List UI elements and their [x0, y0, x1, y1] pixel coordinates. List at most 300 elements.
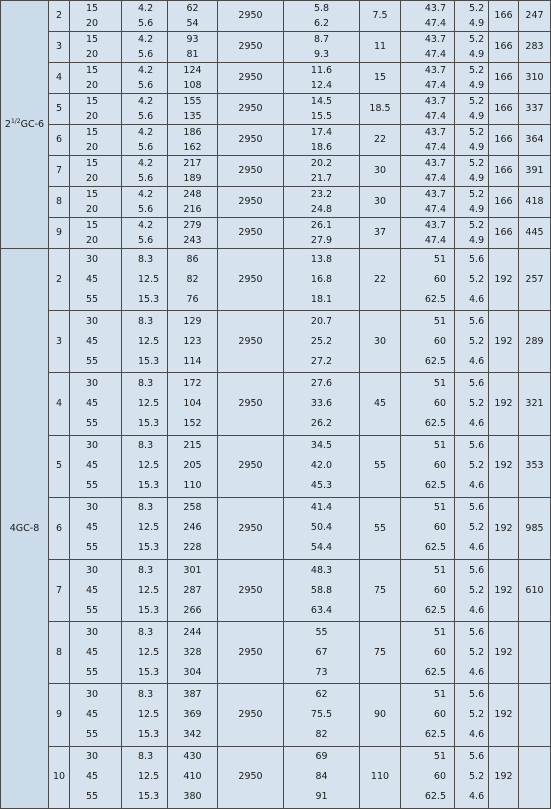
motor-power-cell: 7.5 [360, 1, 401, 32]
efficiency-cell [401, 746, 455, 808]
value-value: 248 [183, 189, 202, 200]
flow-value: 45 [86, 646, 99, 658]
flow-value: 20 [86, 111, 99, 122]
npsh-value: 5.2 [469, 708, 485, 720]
value-cell [168, 187, 218, 218]
motor-power-cell: 11 [360, 32, 401, 63]
head-cell [122, 746, 168, 808]
value-value: 387 [183, 688, 202, 700]
npsh-value: 4.6 [469, 542, 485, 554]
efficiency-value: 62.5 [424, 417, 446, 429]
head-value: 4.2 [138, 65, 154, 76]
power-cell [284, 559, 360, 621]
speed-cell: 2950 [218, 746, 284, 808]
total-cell: 321 [519, 373, 551, 435]
flow-cell [70, 497, 122, 559]
value-value: 114 [183, 355, 202, 367]
head-value: 5.6 [138, 49, 154, 60]
speed-cell: 2950 [218, 559, 284, 621]
value-cell [168, 684, 218, 746]
npsh-value: 5.2 [469, 189, 485, 200]
head-value: 4.2 [138, 96, 154, 107]
model-name: $2^{1/2}GC-6$ [4, 118, 45, 131]
total-cell: 247 [519, 1, 551, 32]
head-value: 15.3 [138, 355, 160, 367]
efficiency-value: 51 [433, 626, 446, 638]
power-cell [284, 125, 360, 156]
efficiency-cell [401, 249, 455, 311]
value-value: 410 [183, 771, 202, 783]
flow-value: 20 [86, 80, 99, 91]
efficiency-value: 62.5 [424, 355, 446, 367]
table-row [1, 94, 551, 125]
npsh-value: 4.6 [469, 666, 485, 678]
head-value: 12.5 [138, 708, 160, 720]
flow-value: 45 [86, 460, 99, 472]
efficiency-value: 62.5 [424, 542, 446, 554]
head-value: 15.3 [138, 417, 160, 429]
npsh-value: 4.6 [469, 480, 485, 492]
head-value: 15.3 [138, 666, 160, 678]
value-cell [168, 373, 218, 435]
power-cell [284, 94, 360, 125]
value-value: 86 [186, 253, 199, 265]
power-cell [284, 249, 360, 311]
value-value: 54 [186, 18, 199, 29]
npsh-value: 5.6 [469, 440, 485, 452]
speed-cell: 2950 [218, 622, 284, 684]
stage-cell: 7 [49, 559, 70, 621]
head-value: 5.6 [138, 18, 154, 29]
value-value: 155 [183, 96, 202, 107]
weight-cell: 166 [489, 63, 519, 94]
table-row [1, 156, 551, 187]
flow-cell [70, 94, 122, 125]
head-value: 12.5 [138, 397, 160, 409]
npsh-cell [455, 156, 489, 187]
head-cell [122, 373, 168, 435]
motor-power-cell: 18.5 [360, 94, 401, 125]
table-row [1, 187, 551, 218]
motor-power-cell: 30 [360, 187, 401, 218]
table-row [1, 311, 551, 373]
total-cell: 289 [519, 311, 551, 373]
power-value: 63.4 [310, 604, 333, 616]
power-cell [284, 32, 360, 63]
weight-cell: 192 [489, 746, 519, 808]
total-cell: 353 [519, 435, 551, 497]
table-row [1, 746, 551, 808]
efficiency-value: 47.4 [424, 80, 446, 91]
efficiency-cell [401, 94, 455, 125]
table-row [1, 622, 551, 684]
power-value: 12.4 [310, 80, 333, 91]
power-value: 6.2 [313, 18, 330, 29]
efficiency-value: 43.7 [424, 34, 446, 45]
stage-cell: 6 [49, 125, 70, 156]
model-cell [1, 1, 49, 249]
power-value: 5.8 [313, 3, 330, 14]
efficiency-cell [401, 156, 455, 187]
head-value: 15.3 [138, 480, 160, 492]
efficiency-cell [401, 435, 455, 497]
npsh-cell [455, 125, 489, 156]
value-value: 244 [183, 626, 202, 638]
npsh-value: 5.2 [469, 127, 485, 138]
power-value: 67 [315, 646, 328, 658]
head-value: 15.3 [138, 293, 160, 305]
weight-cell: 192 [489, 497, 519, 559]
npsh-value: 5.2 [469, 335, 485, 347]
value-value: 172 [183, 377, 202, 389]
motor-power-cell: 75 [360, 622, 401, 684]
value-value: 243 [183, 235, 202, 246]
npsh-cell [455, 497, 489, 559]
npsh-value: 4.9 [469, 18, 485, 29]
head-value: 15.3 [138, 728, 160, 740]
speed-cell: 2950 [218, 1, 284, 32]
value-value: 186 [183, 127, 202, 138]
npsh-value: 5.6 [469, 751, 485, 763]
value-cell [168, 156, 218, 187]
head-cell [122, 187, 168, 218]
value-value: 104 [183, 397, 202, 409]
weight-cell: 166 [489, 187, 519, 218]
efficiency-cell [401, 63, 455, 94]
efficiency-value: 60 [433, 771, 446, 783]
flow-cell [70, 249, 122, 311]
efficiency-value: 62.5 [424, 293, 446, 305]
npsh-value: 5.6 [469, 253, 485, 265]
power-value: 33.6 [310, 397, 333, 409]
stage-cell: 2 [49, 1, 70, 32]
weight-cell: 192 [489, 435, 519, 497]
model-name: 4GC-8 [9, 522, 40, 534]
flow-value: 55 [86, 355, 99, 367]
power-value: 45.3 [310, 480, 333, 492]
npsh-cell [455, 63, 489, 94]
npsh-value: 5.2 [469, 646, 485, 658]
efficiency-value: 47.4 [424, 173, 446, 184]
total-cell: 445 [519, 218, 551, 249]
value-cell [168, 249, 218, 311]
value-value: 108 [183, 80, 202, 91]
value-value: 135 [183, 111, 202, 122]
efficiency-value: 43.7 [424, 65, 446, 76]
head-value: 8.3 [138, 315, 154, 327]
flow-value: 55 [86, 666, 99, 678]
head-cell [122, 311, 168, 373]
npsh-value: 5.6 [469, 377, 485, 389]
flow-cell [70, 373, 122, 435]
efficiency-cell [401, 218, 455, 249]
power-cell [284, 218, 360, 249]
stage-cell: 10 [49, 746, 70, 808]
weight-cell: 192 [489, 373, 519, 435]
head-cell [122, 156, 168, 187]
flow-value: 45 [86, 522, 99, 534]
flow-value: 55 [86, 791, 99, 803]
flow-value: 30 [86, 751, 99, 763]
motor-power-cell: 55 [360, 497, 401, 559]
efficiency-value: 51 [433, 564, 446, 576]
weight-cell: 192 [489, 684, 519, 746]
motor-power-cell: 90 [360, 684, 401, 746]
value-cell [168, 311, 218, 373]
head-value: 8.3 [138, 564, 154, 576]
flow-value: 15 [86, 189, 99, 200]
head-value: 12.5 [138, 335, 160, 347]
table-row [1, 1, 551, 32]
efficiency-value: 43.7 [424, 220, 446, 231]
flow-cell [70, 32, 122, 63]
flow-cell [70, 1, 122, 32]
value-value: 266 [183, 604, 202, 616]
value-value: 81 [186, 49, 199, 60]
power-value: 24.8 [310, 204, 333, 215]
flow-value: 30 [86, 377, 99, 389]
power-cell [284, 1, 360, 32]
value-cell [168, 32, 218, 63]
efficiency-value: 43.7 [424, 158, 446, 169]
value-value: 380 [183, 791, 202, 803]
npsh-value: 5.6 [469, 688, 485, 700]
value-value: 216 [183, 204, 202, 215]
value-value: 205 [183, 460, 202, 472]
npsh-value: 4.6 [469, 728, 485, 740]
table-row [1, 684, 551, 746]
table-row [1, 218, 551, 249]
flow-value: 15 [86, 158, 99, 169]
power-value: 15.5 [310, 111, 333, 122]
flow-cell [70, 311, 122, 373]
speed-cell: 2950 [218, 218, 284, 249]
speed-cell: 2950 [218, 249, 284, 311]
stage-cell: 5 [49, 435, 70, 497]
head-cell [122, 94, 168, 125]
total-cell: 310 [519, 63, 551, 94]
motor-power-cell: 30 [360, 311, 401, 373]
power-value: 21.7 [310, 173, 333, 184]
stage-cell: 6 [49, 497, 70, 559]
head-cell [122, 218, 168, 249]
stage-cell: 2 [49, 249, 70, 311]
power-value: 23.2 [310, 189, 333, 200]
head-value: 8.3 [138, 688, 154, 700]
head-value: 12.5 [138, 771, 160, 783]
head-value: 12.5 [138, 273, 160, 285]
value-value: 342 [183, 728, 202, 740]
value-value: 301 [183, 564, 202, 576]
npsh-value: 4.9 [469, 235, 485, 246]
head-cell [122, 559, 168, 621]
power-value: 41.4 [310, 502, 333, 514]
npsh-cell [455, 373, 489, 435]
total-cell: 391 [519, 156, 551, 187]
efficiency-value: 47.4 [424, 111, 446, 122]
total-cell: 610 [519, 559, 551, 621]
value-value: 93 [186, 34, 199, 45]
value-value: 215 [183, 440, 202, 452]
flow-value: 45 [86, 397, 99, 409]
power-value: 34.5 [310, 440, 333, 452]
motor-power-cell: 15 [360, 63, 401, 94]
npsh-cell [455, 32, 489, 63]
flow-value: 15 [86, 3, 99, 14]
flow-value: 45 [86, 708, 99, 720]
head-value: 4.2 [138, 3, 154, 14]
power-value: 11.6 [310, 65, 333, 76]
head-value: 12.5 [138, 646, 160, 658]
value-cell [168, 435, 218, 497]
value-value: 217 [183, 158, 202, 169]
value-value: 258 [183, 502, 202, 514]
motor-power-cell: 30 [360, 156, 401, 187]
motor-power-cell: 110 [360, 746, 401, 808]
efficiency-value: 51 [433, 377, 446, 389]
table-row [1, 373, 551, 435]
efficiency-value: 62.5 [424, 604, 446, 616]
efficiency-value: 51 [433, 253, 446, 265]
npsh-value: 5.2 [469, 96, 485, 107]
stage-cell: 8 [49, 622, 70, 684]
total-cell: 364 [519, 125, 551, 156]
speed-cell: 2950 [218, 435, 284, 497]
head-cell [122, 497, 168, 559]
npsh-value: 4.9 [469, 49, 485, 60]
efficiency-value: 51 [433, 440, 446, 452]
motor-power-cell: 37 [360, 218, 401, 249]
efficiency-value: 60 [433, 460, 446, 472]
power-value: 50.4 [310, 522, 333, 534]
speed-cell: 2950 [218, 156, 284, 187]
flow-value: 15 [86, 34, 99, 45]
weight-cell: 166 [489, 32, 519, 63]
head-value: 8.3 [138, 253, 154, 265]
efficiency-value: 43.7 [424, 127, 446, 138]
npsh-value: 5.2 [469, 460, 485, 472]
flow-value: 30 [86, 440, 99, 452]
table-row [1, 559, 551, 621]
power-value: 9.3 [313, 49, 330, 60]
flow-value: 20 [86, 235, 99, 246]
power-cell [284, 311, 360, 373]
flow-value: 15 [86, 96, 99, 107]
stage-cell: 3 [49, 311, 70, 373]
head-cell [122, 684, 168, 746]
efficiency-cell [401, 32, 455, 63]
head-value: 4.2 [138, 34, 154, 45]
power-value: 75.5 [310, 708, 333, 720]
power-value: 18.1 [310, 293, 333, 305]
value-value: 369 [183, 708, 202, 720]
motor-power-cell: 45 [360, 373, 401, 435]
head-value: 15.3 [138, 604, 160, 616]
npsh-value: 5.2 [469, 771, 485, 783]
motor-power-cell: 55 [360, 435, 401, 497]
efficiency-value: 60 [433, 646, 446, 658]
efficiency-cell [401, 311, 455, 373]
power-value: 18.6 [310, 142, 333, 153]
total-cell [519, 684, 551, 746]
power-cell [284, 156, 360, 187]
npsh-value: 5.2 [469, 3, 485, 14]
flow-cell [70, 125, 122, 156]
weight-cell: 192 [489, 249, 519, 311]
value-value: 129 [183, 315, 202, 327]
total-cell: 985 [519, 497, 551, 559]
power-value: 13.8 [310, 253, 333, 265]
table-row [1, 497, 551, 559]
npsh-cell [455, 684, 489, 746]
npsh-cell [455, 218, 489, 249]
power-value: 26.1 [310, 220, 333, 231]
power-value: 69 [315, 751, 328, 763]
efficiency-value: 43.7 [424, 189, 446, 200]
flow-value: 20 [86, 49, 99, 60]
value-value: 279 [183, 220, 202, 231]
npsh-value: 5.6 [469, 502, 485, 514]
power-value: 27.6 [310, 377, 333, 389]
power-value: 20.2 [310, 158, 333, 169]
head-value: 5.6 [138, 173, 154, 184]
flow-value: 45 [86, 771, 99, 783]
npsh-cell [455, 311, 489, 373]
flow-value: 55 [86, 480, 99, 492]
efficiency-value: 51 [433, 688, 446, 700]
weight-cell: 192 [489, 622, 519, 684]
power-value: 62 [315, 688, 328, 700]
power-cell [284, 746, 360, 808]
stage-cell: 4 [49, 63, 70, 94]
stage-cell: 7 [49, 156, 70, 187]
stage-cell: 3 [49, 32, 70, 63]
table-row [1, 32, 551, 63]
efficiency-cell [401, 373, 455, 435]
head-value: 4.2 [138, 158, 154, 169]
flow-value: 30 [86, 315, 99, 327]
stage-cell: 9 [49, 218, 70, 249]
head-value: 12.5 [138, 584, 160, 596]
flow-value: 30 [86, 626, 99, 638]
npsh-cell [455, 746, 489, 808]
speed-cell: 2950 [218, 684, 284, 746]
value-cell [168, 218, 218, 249]
value-value: 76 [186, 293, 199, 305]
power-value: 82 [315, 728, 328, 740]
head-value: 12.5 [138, 522, 160, 534]
npsh-value: 5.2 [469, 522, 485, 534]
npsh-cell [455, 187, 489, 218]
table-row [1, 63, 551, 94]
efficiency-value: 60 [433, 273, 446, 285]
head-value: 15.3 [138, 542, 160, 554]
efficiency-value: 47.4 [424, 235, 446, 246]
table-row [1, 249, 551, 311]
total-cell: 257 [519, 249, 551, 311]
flow-value: 30 [86, 502, 99, 514]
flow-value: 20 [86, 173, 99, 184]
flow-value: 45 [86, 584, 99, 596]
npsh-cell [455, 94, 489, 125]
total-cell [519, 746, 551, 808]
power-value: 16.8 [310, 273, 333, 285]
value-cell [168, 559, 218, 621]
power-value: 25.2 [310, 335, 333, 347]
npsh-cell [455, 435, 489, 497]
efficiency-value: 47.4 [424, 49, 446, 60]
value-value: 228 [183, 542, 202, 554]
